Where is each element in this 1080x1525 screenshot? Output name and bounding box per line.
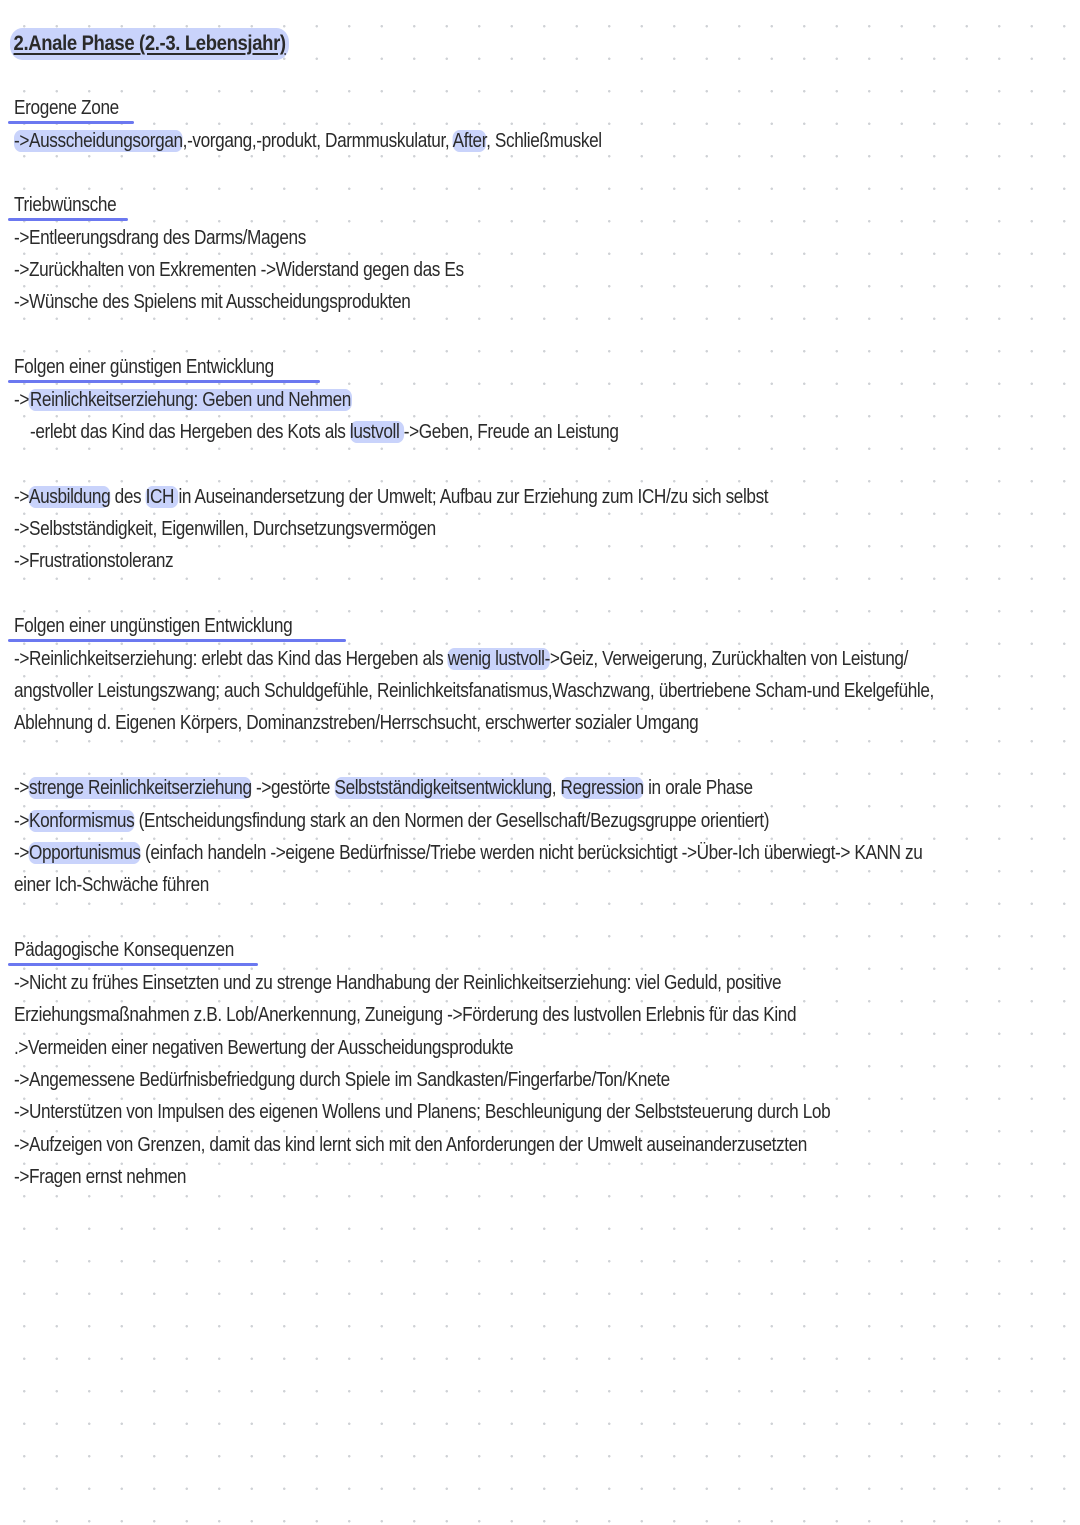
text-line: ->Wünsche des Spielens mit Ausscheidungsprodukten [14,291,411,313]
text-span: -> [14,486,30,508]
text-span: (Entscheidungsfindung stark an den Normen der Gesellschaft/Bezugsgruppe orientiert) [134,810,770,832]
text-span: -> [14,777,30,799]
text-line: ->Nicht zu frühes Einsetzten und zu strenge Handhabung der Reinlichkeitserziehung: viel Geduld, positive [14,972,782,994]
page-title: 2.Anale Phase (2.-3. Lebensjahr) [10,28,289,60]
highlight: strenge Reinlichkeitserziehung [29,777,252,799]
highlight: Konformismus [29,810,135,832]
heading-erogene-zone: Erogene Zone [14,97,119,119]
text-line: einer Ich-Schwäche führen [14,874,209,896]
heading-underline [8,639,346,642]
text-span: ,-vorgang,-produkt, Darmmuskulatur, [182,130,453,152]
highlight: Opportunismus [29,842,141,864]
text-span: ->Geben, Freude an Leistung [403,421,619,443]
text-line: ->Unterstützen von Impulsen des eigenen Wollens und Planens; Beschleunigung der Selbststeuerung durch Lob [14,1101,831,1123]
text-line [30,416,923,448]
text-line [14,384,920,416]
text-span: >Geiz, Verweigerung, Zurückhalten von Leistung/ [549,648,908,670]
highlight: wenig lustvoll- [447,648,550,670]
heading-guenstige-entwicklung: Folgen einer günstigen Entwicklung [14,356,274,378]
text-line: Erziehungsmaßnahmen z.B. Lob/Anerkennung, Zuneigung ->Förderung des lustvollen Erlebnis für das Kind [14,1004,797,1026]
heading-unguenstige-entwicklung: Folgen einer ungünstigen Entwicklung [14,615,293,637]
text-line [14,643,920,675]
text-line [14,805,920,837]
highlight: After [452,130,487,152]
heading-underline [8,121,134,124]
heading-paedagogische-konsequenzen: Pädagogische Konsequenzen [14,939,234,961]
text-span: -> [14,810,30,832]
heading-underline [8,963,258,966]
heading-underline [8,380,320,383]
text-line: ->Fragen ernst nehmen [14,1166,187,1188]
text-span: ->Reinlichkeitserziehung: erlebt das Kind das Hergeben als [14,648,448,670]
text-line: ->Entleerungsdrang des Darms/Magens [14,227,306,249]
text-line [14,481,920,513]
text-line: angstvoller Leistungszwang; auch Schuldgefühle, Reinlichkeitsfanatismus,Waschzwang, übertriebene Scham-und Ekelgefühle, [14,680,934,702]
text-line: ->Aufzeigen von Grenzen, damit das kind lernt sich mit den Anforderungen der Umwelt auseinanderzusetzten [14,1134,807,1156]
text-line [14,772,920,804]
text-span: -> [14,842,30,864]
text-span: in Auseinandersetzung der Umwelt; Aufbau zur Erziehung zum ICH/zu sich selbst [178,486,769,508]
heading-underline [8,218,128,221]
text-span: , [551,777,561,799]
text-span: , Schließmuskel [486,130,602,152]
text-line [14,837,923,869]
text-line: ->Frustrationstoleranz [14,550,174,572]
highlight: ICH [145,486,179,508]
text-line: ->Angemessene Bedürfnisbefriedgung durch Spiele im Sandkasten/Fingerfarbe/Ton/Knete [14,1069,670,1091]
text-span: -> [14,389,30,411]
text-span: (einfach handeln ->eigene Bedürfnisse/Triebe werden nicht berücksichtigt ->Über-Ich überwiegt-> KANN zu [140,842,923,864]
text-span: ->gestörte [251,777,335,799]
highlight: Regression [560,777,644,799]
text-line: Ablehnung d. Eigenen Körpers, Dominanzstreben/Herrschsucht, erschwerter sozialer Umgang [14,712,699,734]
highlight: ->Ausscheidungsorgan [14,130,183,152]
highlight: lustvoll [349,421,404,443]
text-span: in orale Phase [643,777,753,799]
text-line: ->Selbstständigkeit, Eigenwillen, Durchsetzungsvermögen [14,518,436,540]
text-line [14,125,920,157]
text-line: .>Vermeiden einer negativen Bewertung der Ausscheidungsprodukte [14,1037,514,1059]
highlight: Ausbildung [29,486,111,508]
text-span: des [110,486,146,508]
heading-triebwuensche: Triebwünsche [14,194,117,216]
text-span: -erlebt das Kind das Hergeben des Kots als [30,421,350,443]
text-line: ->Zurückhalten von Exkrementen ->Widerstand gegen das Es [14,259,464,281]
highlight: Reinlichkeitserziehung: Geben und Nehmen [29,389,351,411]
highlight: Selbstständigkeitsentwicklung [334,777,552,799]
